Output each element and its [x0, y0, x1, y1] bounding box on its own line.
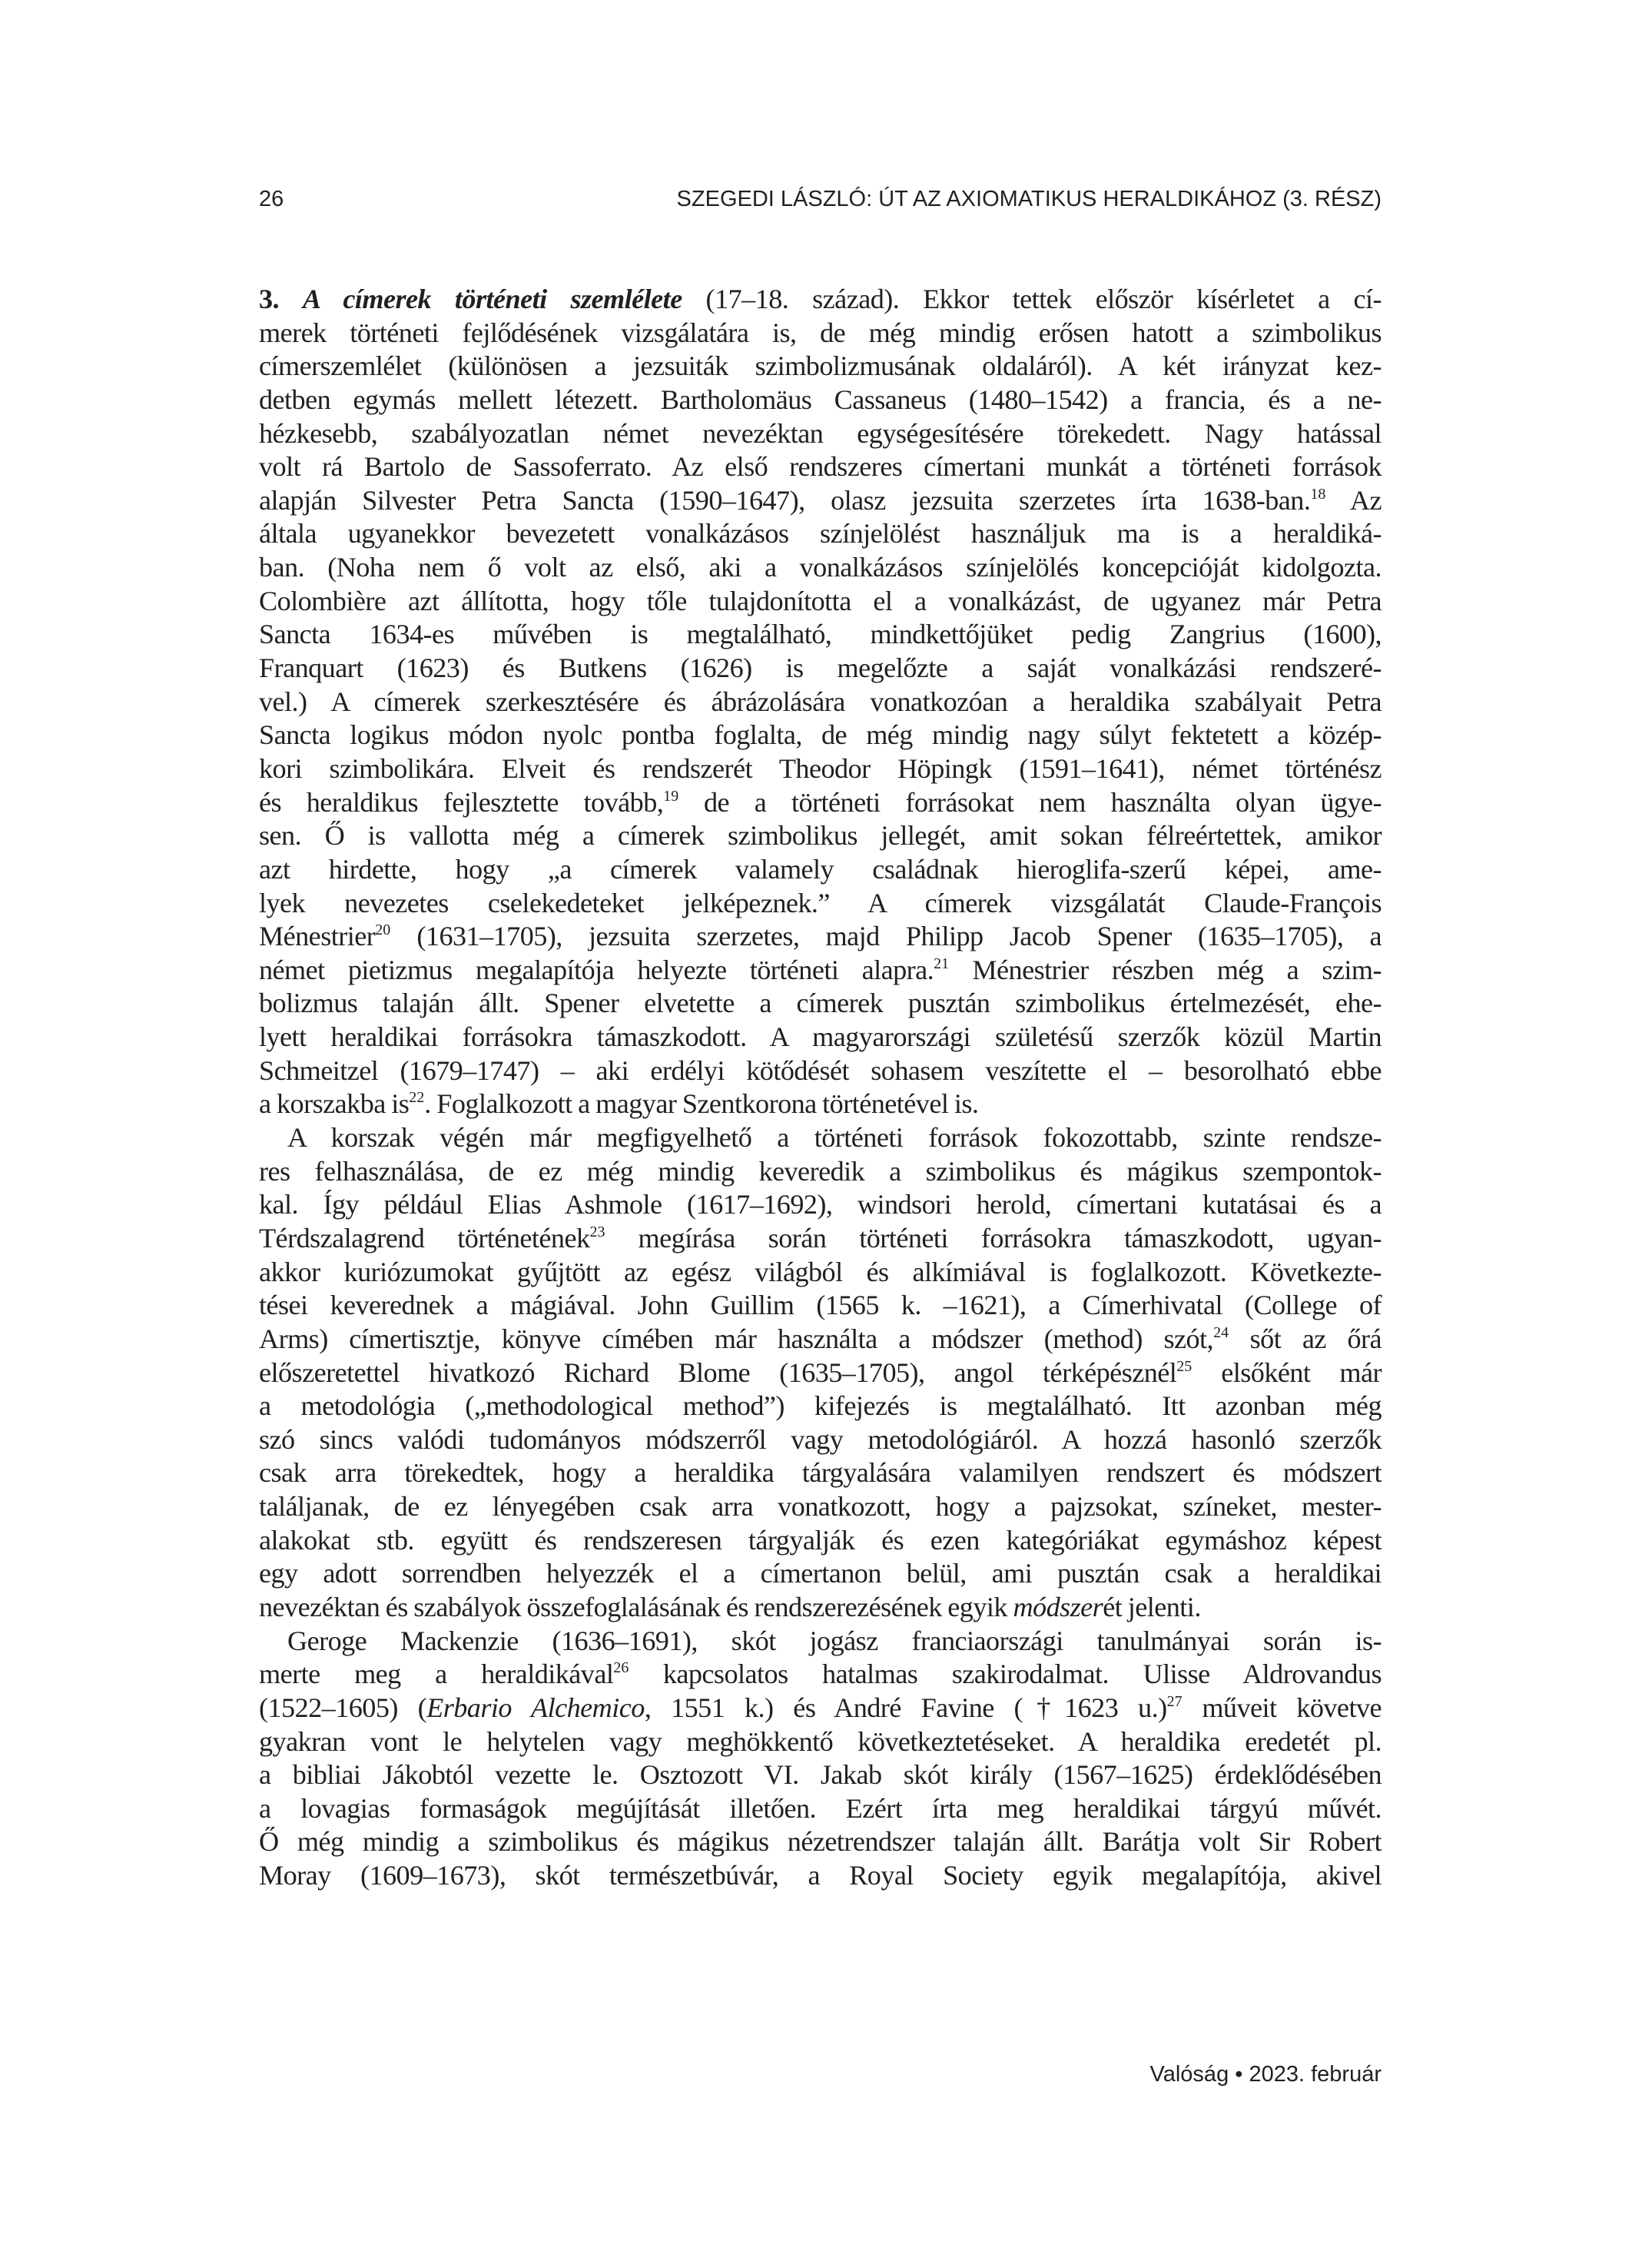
- line-text: . Foglalkozott a magyar Szentkorona történetével is.: [424, 1088, 979, 1120]
- line-text: alapján Silvester Petra Sancta (1590–1647), olasz jezsuita szerzetes írta 1638-ban.: [259, 484, 1311, 516]
- running-head: [259, 187, 1382, 218]
- text-line: [259, 1557, 1382, 1591]
- text-line: [259, 450, 1382, 484]
- line-text: Ménestrier: [259, 921, 376, 952]
- line-text: tései keverednek a mágiával. John Guillim (1565 k. –1621), a Címerhivatal (College of: [259, 1290, 1382, 1321]
- text-line: [259, 618, 1382, 652]
- text-line: [259, 350, 1382, 384]
- text-line: [259, 1021, 1382, 1054]
- text-line: [259, 1289, 1382, 1323]
- line-text: általa ugyanekkor bevezetett vonalkázásos színjelölést használjuk ma is a heraldiká-: [259, 518, 1382, 550]
- text-line: [259, 1390, 1382, 1423]
- text-line: [259, 1658, 1382, 1692]
- line-text: megírása során történeti forrásokra támaszkodott, ugyan-: [605, 1222, 1382, 1254]
- line-text: kori szimbolikára. Elveit és rendszerét Theodor Höpingk (1591–1641), német történész: [259, 752, 1382, 784]
- text-line: [259, 1591, 1382, 1625]
- text-line: [259, 1792, 1382, 1826]
- line-text: és heraldikus fejlesztette tovább,: [259, 786, 664, 818]
- text-line: [259, 283, 1382, 317]
- section-title: A címerek történeti szemlélete: [302, 284, 682, 314]
- text-line: [259, 1356, 1382, 1390]
- line-text: res felhasználása, de ez még mindig keveredik a szimbolikus és mágikus szempontok-: [259, 1155, 1382, 1187]
- line-text: akkor kuriózumokat gyűjtött az egész világból és alkímiával is foglalkozott. Következte-: [259, 1256, 1382, 1287]
- line-text: Arms) címertisztje, könyve címében már használta a módszer (method) szót,: [259, 1323, 1214, 1354]
- line-text: csak arra törekedtek, hogy a heraldika tárgyalására valamilyen rendszert és módszert: [259, 1457, 1382, 1489]
- footnote-ref: 26: [613, 1659, 629, 1677]
- text-line: [259, 484, 1382, 518]
- text-line: [259, 1323, 1382, 1356]
- footnote-ref: 25: [1176, 1357, 1192, 1375]
- text-line: [259, 1456, 1382, 1490]
- issue-date: 2023. február: [1249, 2062, 1382, 2087]
- text-line: [259, 987, 1382, 1021]
- line-text: Ménestrier részben még a szim-: [949, 954, 1382, 985]
- line-text: de a történeti forrásokat nem használta olyan ügye-: [678, 786, 1382, 818]
- text-line: [259, 1188, 1382, 1222]
- text-line: [259, 517, 1382, 551]
- footnote-ref: 18: [1310, 485, 1326, 503]
- italic-text: módszer: [1013, 1591, 1103, 1622]
- line-text: azt hirdette, hogy „a címerek valamely családnak hieroglifa-szerű képei, ame-: [259, 853, 1382, 885]
- article-body: [259, 283, 1382, 1893]
- page-footer: [1150, 2062, 1382, 2087]
- line-text: előszeretettel hivatkozó Richard Blome (1635–1705), angol térképésznél: [259, 1356, 1177, 1388]
- line-text: ban. (Noha nem ő volt az első, aki a vonalkázásos színjelölés koncepcióját kidolgozta.: [259, 552, 1382, 583]
- line-text: alakokat stb. együtt és rendszeresen tárgyalják és ezen kategóriákat egymáshoz képest: [259, 1524, 1382, 1556]
- line-text: a bibliai Jákobtól vezette le. Osztozott VI. Jakab skót király (1567–1625) érdeklődésében: [259, 1759, 1382, 1791]
- line-text: lyek nevezetes cselekedeteket jelképeznek.” A címerek vizsgálatát Claude-François: [259, 887, 1382, 918]
- text-line: [259, 954, 1382, 988]
- line-text: egy adott sorrendben helyezzék el a címertanon belül, ami pusztán csak a heraldikai: [259, 1558, 1382, 1589]
- text-line: [259, 585, 1382, 619]
- text-line: [259, 752, 1382, 786]
- text-line: [259, 1155, 1382, 1189]
- text-line: [259, 853, 1382, 887]
- text-line: [259, 1054, 1382, 1088]
- line-text: gyakran vont le helytelen vagy meghökkentő következtetéseket. A heraldika eredetét pl.: [259, 1725, 1382, 1757]
- line-text: találjanak, de ez lényegében csak arra vonatkozott, hogy a pajzsokat, színeket, mester-: [259, 1491, 1382, 1523]
- text-line: [259, 1758, 1382, 1792]
- line-text: Sancta 1634-es művében is megtalálható, mindkettőjüket pedig Zangrius (1600),: [259, 619, 1382, 650]
- text-line: [259, 719, 1382, 752]
- bullet-separator: •: [1235, 2062, 1243, 2087]
- text-line: [259, 1859, 1382, 1893]
- text-line: [259, 384, 1382, 417]
- line-text: A korszak végén már megfigyelhető a történeti források fokozottabb, szinte rendsze-: [287, 1122, 1382, 1154]
- line-text: német pietizmus megalapítója helyezte történeti alapra.: [259, 954, 934, 985]
- italic-text: Erbario Alchemico: [426, 1692, 645, 1723]
- line-text: Ő még mindig a szimbolikus és mágikus nézetrendszer talaján állt. Barátja volt Sir Robert: [259, 1826, 1382, 1858]
- footnote-ref: 20: [375, 921, 391, 939]
- text-line: [259, 1222, 1382, 1256]
- journal-name: Valóság: [1149, 2062, 1229, 2087]
- text-line: [259, 417, 1382, 451]
- line-text: Moray (1609–1673), skót természetbúvár, a Royal Society egyik megalapítója, akivel: [259, 1860, 1382, 1891]
- text-line: [259, 786, 1382, 820]
- section-number: 3.: [259, 284, 280, 314]
- line-text: , 1551 k.) és André Favine (†1623 u.): [644, 1692, 1167, 1723]
- footnote-ref: 27: [1166, 1692, 1183, 1710]
- page-number: 26: [259, 187, 284, 211]
- line-text: címerszemlélet (különösen a jezsuiták szimbolizmusának oldaláról). A két irányzat kez-: [259, 350, 1382, 382]
- line-text: Az: [1325, 484, 1382, 516]
- text-line: [259, 1088, 1382, 1121]
- line-text: detben egymás mellett létezett. Bartholomäus Cassaneus (1480–1542) a francia, és a ne-: [259, 384, 1382, 415]
- line-text: Térdszalagrend történetének: [259, 1222, 590, 1254]
- text-line: [259, 1121, 1382, 1155]
- line-text: lyett heraldikai forrásokra támaszkodott. A magyarországi születésű szerzők közül Martin: [259, 1021, 1382, 1053]
- text-line: [259, 887, 1382, 921]
- line-text: merte meg a heraldikával: [259, 1659, 614, 1690]
- text-line: [259, 1423, 1382, 1457]
- line-text: a metodológia („methodological method”) kifejezés is megtalálható. Itt azonban még: [259, 1390, 1382, 1422]
- line-text: (17–18. század). Ekkor tettek először kísérletet a cí-: [682, 284, 1382, 314]
- line-text: kal. Így például Elias Ashmole (1617–1692), windsori herold, címertani kutatásai és a: [259, 1189, 1382, 1220]
- footnote-ref: 21: [934, 955, 950, 972]
- footnote-ref: 19: [663, 787, 679, 805]
- text-line: [259, 819, 1382, 853]
- line-text: Sancta logikus módon nyolc pontba foglalta, de még mindig nagy súlyt fektetett a közép-: [259, 719, 1382, 751]
- line-text: Franquart (1623) és Butkens (1626) is megelőzte a saját vonalkázási rendszeré-: [259, 653, 1382, 684]
- line-text: szó sincs valódi tudományos módszerről vagy metodológiáról. A hozzá hasonló szerzők: [259, 1423, 1382, 1455]
- line-text: sen. Ő is vallotta még a címerek szimbolikus jellegét, amit sokan félreértettek, amikor: [259, 820, 1382, 852]
- line-text: a lovagias formaságok megújítását illetően. Ezért írta meg heraldikai tárgyú művét.: [259, 1792, 1382, 1824]
- line-text: elsőként már: [1192, 1356, 1382, 1388]
- text-line: [259, 551, 1382, 585]
- footnote-ref: 22: [409, 1089, 425, 1107]
- line-text: (1631–1705), jezsuita szerzetes, majd Philipp Jacob Spener (1635–1705), a: [390, 921, 1382, 952]
- text-line: [259, 686, 1382, 719]
- line-text: (1522–1605) (: [259, 1692, 427, 1723]
- text-line: [259, 1625, 1382, 1659]
- line-text: volt rá Bartolo de Sassoferrato. Az első rendszeres címertani munkát a történeti források: [259, 451, 1382, 483]
- line-text: vel.) A címerek szerkesztésére és ábrázolására vonatkozóan a heraldika szabályait Petra: [259, 686, 1382, 717]
- text-line: [259, 1256, 1382, 1290]
- line-text: bolizmus talaján állt. Spener elvetette a címerek pusztán szimbolikus értelmezését, ehe-: [259, 988, 1382, 1019]
- footnote-ref: 24: [1213, 1323, 1229, 1341]
- running-title: SZEGEDI LÁSZLÓ: ÚT AZ AXIOMATIKUS HERALDIKÁHOZ (3. RÉSZ): [676, 187, 1382, 211]
- line-text: a korszakba is: [259, 1088, 410, 1120]
- line-text: műveit követve: [1182, 1692, 1382, 1723]
- line-text: hézkesebb, szabályozatlan német nevezéktan egységesítésére törekedett. Nagy hatással: [259, 417, 1382, 449]
- line-text: Colombière azt állította, hogy tőle tulajdonította el a vonalkázást, de ugyanez már Petra: [259, 585, 1382, 616]
- line-text: Schmeitzel (1679–1747) – aki erdélyi kötődését sohasem veszítette el – besorolható ebbe: [259, 1054, 1382, 1086]
- line-text: Geroge Mackenzie (1636–1691), skót jogász franciaországi tanulmányai során is-: [287, 1625, 1382, 1656]
- text-line: [259, 1524, 1382, 1558]
- text-line: [259, 920, 1382, 954]
- text-line: [259, 1825, 1382, 1859]
- line-text: kapcsolatos hatalmas szakirodalmat. Ulisse Aldrovandus: [629, 1659, 1382, 1690]
- text-line: [259, 652, 1382, 686]
- text-line: [259, 1725, 1382, 1759]
- text-line: [259, 1490, 1382, 1524]
- line-text: sőt az őrá: [1229, 1323, 1382, 1354]
- text-line: [259, 1692, 1382, 1725]
- text-line: [259, 317, 1382, 350]
- line-text: merek történeti fejlődésének vizsgálatára is, de még mindig erősen hatott a szimbolikus: [259, 317, 1382, 348]
- footnote-ref: 23: [589, 1223, 605, 1240]
- line-text: nevezéktan és szabályok összefoglalásának és rendszerezésének egyik: [259, 1591, 1013, 1622]
- line-text: ét jelenti.: [1103, 1591, 1201, 1622]
